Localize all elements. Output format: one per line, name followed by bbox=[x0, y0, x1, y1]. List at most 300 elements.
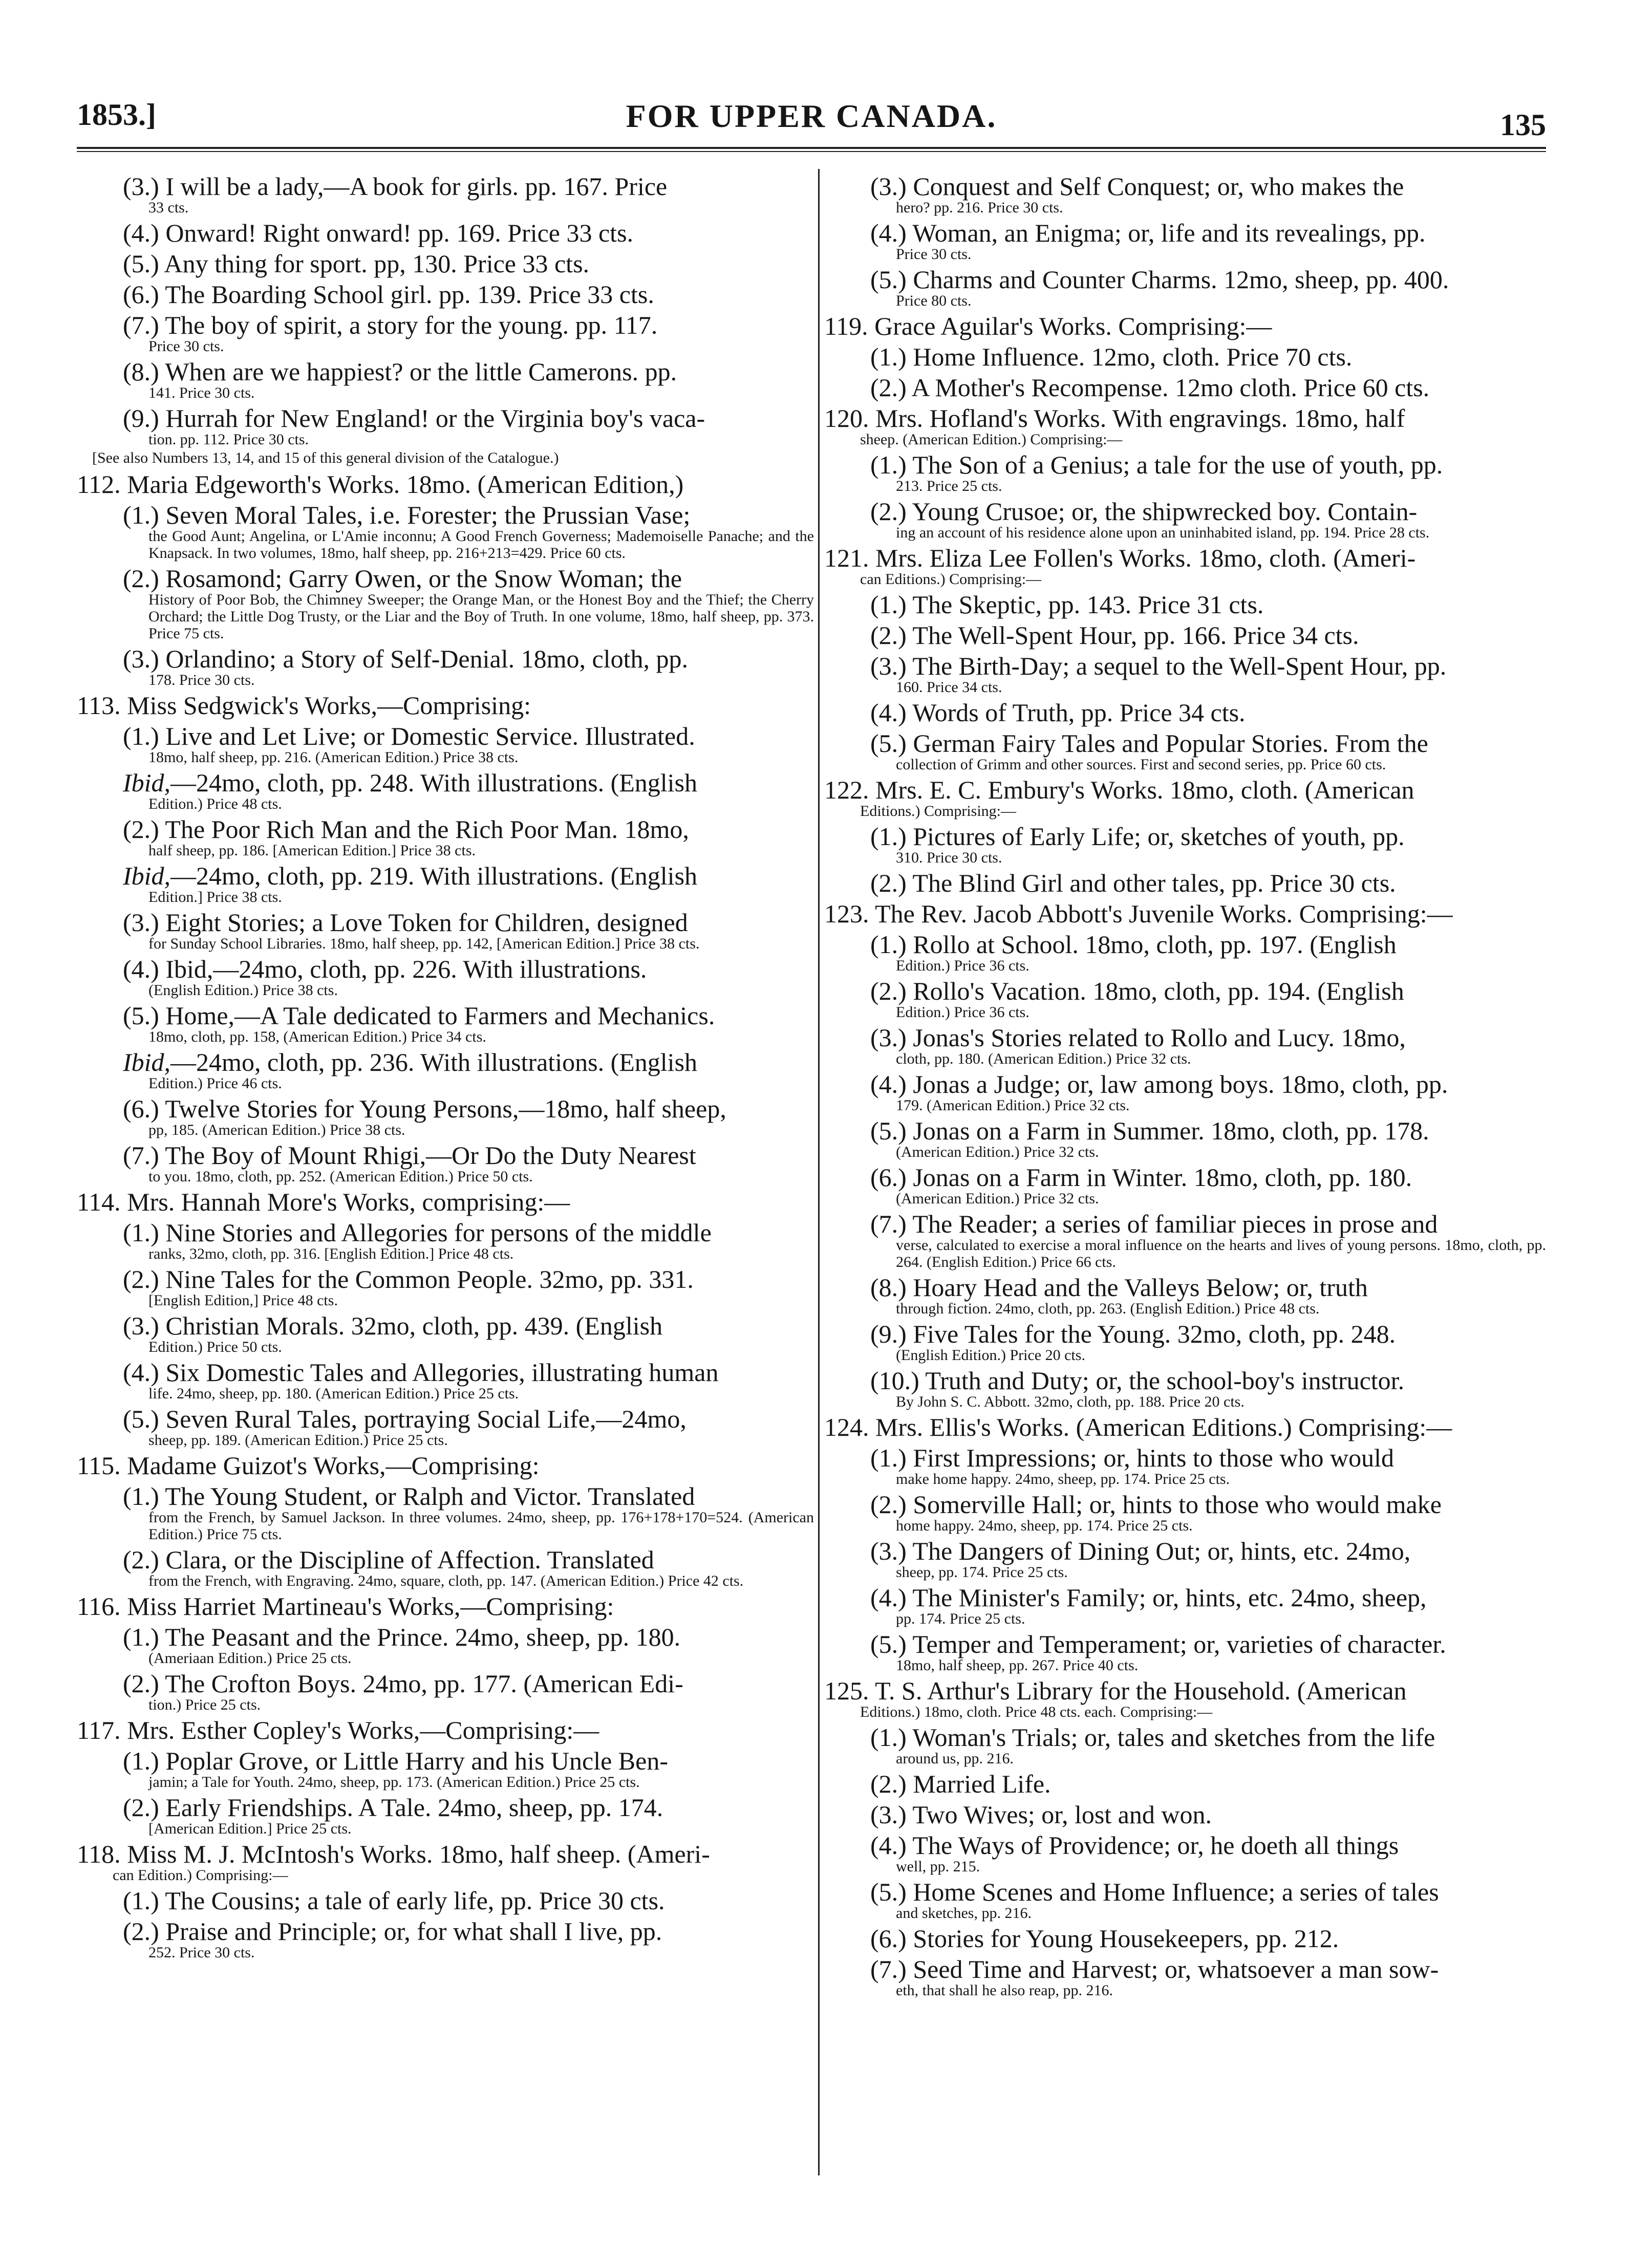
entry-details: Price 30 cts. bbox=[896, 246, 972, 263]
entry-text: Mrs. Hannah More's Works, comprising:— bbox=[120, 1188, 570, 1216]
catalogue-item bbox=[855, 1877, 1546, 1922]
catalogue-section-entry bbox=[77, 1591, 814, 1621]
entry-details: can Edition.) Comprising:— bbox=[113, 1867, 288, 1884]
header-year: 1853.] bbox=[77, 98, 156, 132]
entry-details: 33 cts. bbox=[148, 199, 189, 216]
item-number: (2.) bbox=[123, 1545, 159, 1574]
item-number: (8.) bbox=[870, 1273, 907, 1302]
entry-text: Early Friendships. A Tale. 24mo, sheep, pp. 174. bbox=[159, 1793, 663, 1822]
entry-details: Edition.) Price 36 cts. bbox=[896, 957, 1029, 974]
catalogue-item bbox=[108, 908, 814, 952]
right-column bbox=[824, 171, 1546, 2198]
entry-text: Conquest and Self Conquest; or, who makes the bbox=[906, 172, 1404, 201]
item-number: (5.) bbox=[870, 265, 907, 294]
entry-text: Mrs. E. C. Embury's Works. 18mo, cloth. (American bbox=[869, 775, 1414, 804]
catalogue-section-entry bbox=[77, 1715, 814, 1745]
catalogue-section-entry bbox=[824, 403, 1546, 448]
entry-text: The Blind Girl and other tales, pp. Price 30 cts. bbox=[906, 869, 1396, 897]
catalogue-item bbox=[855, 651, 1546, 696]
catalogue-item bbox=[855, 218, 1546, 263]
item-number: (1.) bbox=[870, 1443, 907, 1472]
entry-details: can Editions.) Comprising:— bbox=[860, 571, 1042, 588]
entry-text: Home,—A Tale dedicated to Farmers and Mechanics. bbox=[159, 1001, 715, 1030]
entry-text: Any thing for sport. pp, 130. Price 33 cts. bbox=[159, 249, 590, 278]
note-text: [See also Numbers 13, 14, and 15 of this general division of the Catalogue.) bbox=[92, 449, 559, 466]
entry-text: Christian Morals. 32mo, cloth, pp. 439. (English bbox=[159, 1311, 663, 1340]
entry-text: T. S. Arthur's Library for the Household. (American bbox=[869, 1676, 1407, 1705]
entry-text: The Rev. Jacob Abbott's Juvenile Works. Comprising:— bbox=[869, 899, 1453, 928]
entry-details: sheep. (American Edition.) Comprising:— bbox=[860, 431, 1123, 448]
entry-text: The Well-Spent Hour, pp. 166. Price 34 cts. bbox=[906, 621, 1359, 650]
entry-details: (English Edition.) Price 20 cts. bbox=[896, 1347, 1085, 1364]
item-number: (1.) bbox=[123, 1482, 159, 1511]
entry-details: 178. Price 30 cts. bbox=[148, 672, 255, 688]
catalogue-item bbox=[108, 954, 814, 999]
item-number: (3.) bbox=[123, 1311, 159, 1340]
item-number: (4.) bbox=[870, 1070, 907, 1098]
entry-text: Words of Truth, pp. Price 34 cts. bbox=[906, 698, 1246, 727]
item-number: (1.) bbox=[123, 1218, 159, 1247]
section-number: 112. bbox=[77, 470, 121, 499]
section-number: 121. bbox=[824, 544, 869, 572]
entry-text: The Minister's Family; or, hints, etc. 24mo, sheep, bbox=[906, 1583, 1427, 1612]
item-number: (5.) bbox=[870, 1116, 907, 1145]
item-number: (2.) bbox=[870, 869, 907, 897]
item-number: (2.) bbox=[123, 1917, 159, 1946]
entry-details: around us, pp. 216. bbox=[896, 1750, 1014, 1767]
catalogue-item bbox=[108, 1746, 814, 1790]
entry-text: Jonas a Judge; or, law among boys. 18mo, cloth, pp. bbox=[906, 1070, 1448, 1098]
entry-text: Madame Guizot's Works,—Comprising: bbox=[120, 1451, 540, 1480]
entry-details: verse, calculated to exercise a moral influence on the hearts and lives of young persons. 18mo, cloth, pp. 264. (English Edition.) Price 66 cts. bbox=[896, 1237, 1546, 1270]
entry-text: Twelve Stories for Young Persons,—18mo, half sheep, bbox=[159, 1094, 726, 1123]
entry-text: A Mother's Recompense. 12mo cloth. Price 60 cts. bbox=[906, 373, 1430, 402]
item-number: (5.) bbox=[870, 1630, 907, 1658]
catalogue-item bbox=[855, 822, 1546, 866]
catalogue-item bbox=[855, 1629, 1546, 1674]
catalogue-item bbox=[108, 1264, 814, 1309]
entry-details: (English Edition.) Price 38 cts. bbox=[148, 982, 338, 999]
entry-text: Mrs. Esther Copley's Works,—Comprising:— bbox=[120, 1716, 599, 1744]
item-number: (3.) bbox=[870, 652, 907, 680]
entry-details: Editions.) 18mo, cloth. Price 48 cts. each. Comprising:— bbox=[860, 1703, 1213, 1720]
catalogue-item bbox=[855, 1722, 1546, 1767]
item-number: Ibid, bbox=[123, 1048, 171, 1076]
item-number: (5.) bbox=[123, 1405, 159, 1433]
item-number: (1.) bbox=[123, 722, 159, 750]
entry-text: Woman, an Enigma; or, life and its revealings, pp. bbox=[906, 219, 1426, 247]
section-number: 120. bbox=[824, 404, 869, 433]
catalogue-item bbox=[108, 249, 814, 278]
catalogue-item bbox=[108, 357, 814, 401]
catalogue-item bbox=[108, 500, 814, 562]
catalogue-item bbox=[855, 1023, 1546, 1067]
entry-details: and sketches, pp. 216. bbox=[896, 1905, 1032, 1922]
item-number: (1.) bbox=[123, 1746, 159, 1775]
item-number: (4.) bbox=[123, 219, 159, 247]
catalogue-item bbox=[855, 1924, 1546, 1953]
entry-text: Live and Let Live; or Domestic Service. Illustrated. bbox=[159, 722, 695, 750]
catalogue-item bbox=[855, 976, 1546, 1021]
entry-details: 213. Price 25 cts. bbox=[896, 478, 1002, 494]
entry-text: Ibid,—24mo, cloth, pp. 226. With illustrations. bbox=[159, 955, 647, 983]
item-number: (2.) bbox=[870, 1770, 907, 1798]
entry-details: to you. 18mo, cloth, pp. 252. (American Edition.) Price 50 cts. bbox=[148, 1168, 533, 1185]
entry-details: life. 24mo, sheep, pp. 180. (American Edition.) Price 25 cts. bbox=[148, 1385, 519, 1402]
entry-details: ing an account of his residence alone upon an uninhabited island, pp. 194. Price 28 cts. bbox=[896, 524, 1430, 541]
catalogue-item bbox=[855, 1583, 1546, 1627]
entry-text: Miss Harriet Martineau's Works,—Comprising: bbox=[120, 1592, 614, 1621]
catalogue-item bbox=[108, 768, 814, 812]
item-number: (2.) bbox=[123, 1669, 159, 1698]
catalogue-item bbox=[108, 1311, 814, 1355]
entry-text: German Fairy Tales and Popular Stories. From the bbox=[906, 729, 1428, 758]
entry-text: The Son of a Genius; a tale for the use of youth, pp. bbox=[906, 450, 1443, 479]
item-number: (4.) bbox=[870, 1583, 907, 1612]
entry-details: cloth, pp. 180. (American Edition.) Price 32 cts. bbox=[896, 1050, 1191, 1067]
entry-details: for Sunday School Libraries. 18mo, half sheep, pp. 142, [American Edition.] Price 38 cts. bbox=[148, 935, 700, 952]
catalogue-item bbox=[108, 1047, 814, 1092]
entry-text: Young Crusoe; or, the shipwrecked boy. Contain- bbox=[906, 497, 1418, 526]
catalogue-item bbox=[855, 1830, 1546, 1875]
entry-text: Rosamond; Garry Owen, or the Snow Woman; the bbox=[159, 564, 682, 593]
catalogue-item bbox=[855, 265, 1546, 309]
entry-details: from the French, by Samuel Jackson. In three volumes. 24mo, sheep, pp. 176+178+170=524. (American Edition.) Price 75 cts. bbox=[148, 1509, 814, 1543]
catalogue-item bbox=[108, 1916, 814, 1961]
entry-details: By John S. C. Abbott. 32mo, cloth, pp. 188. Price 20 cts. bbox=[896, 1393, 1245, 1410]
entry-details: Price 80 cts. bbox=[896, 292, 972, 309]
catalogue-item bbox=[855, 342, 1546, 372]
entry-text: Grace Aguilar's Works. Comprising:— bbox=[868, 312, 1272, 340]
entry-details: half sheep, pp. 186. [American Edition.] Price 38 cts. bbox=[148, 842, 476, 859]
item-number: (5.) bbox=[870, 1878, 907, 1906]
item-number: (2.) bbox=[870, 977, 907, 1005]
catalogue-item bbox=[855, 450, 1546, 494]
entry-details: (American Edition.) Price 32 cts. bbox=[896, 1143, 1099, 1160]
catalogue-item bbox=[855, 1536, 1546, 1581]
entry-text: Woman's Trials; or, tales and sketches from the life bbox=[906, 1723, 1435, 1752]
catalogue-item bbox=[108, 1140, 814, 1185]
entry-details: the Good Aunt; Angelina, or L'Amie inconnu; A Good French Governess; Mademoiselle Panache; and the Knapsack. In two volumes, 18mo, half sheep, pp. 216+213=429. Price 60 cts. bbox=[148, 528, 814, 562]
entry-details: Edition.) Price 48 cts. bbox=[148, 795, 282, 812]
catalogue-item bbox=[108, 1669, 814, 1713]
entry-details: hero? pp. 216. Price 30 cts. bbox=[896, 199, 1063, 216]
entry-details: pp, 185. (American Edition.) Price 38 cts. bbox=[148, 1121, 405, 1138]
catalogue-item bbox=[108, 644, 814, 688]
item-number: Ibid, bbox=[123, 861, 171, 890]
catalogue-item bbox=[855, 620, 1546, 650]
entry-text: Miss M. J. McIntosh's Works. 18mo, half sheep. (Ameri- bbox=[120, 1840, 710, 1868]
item-number: (5.) bbox=[870, 729, 907, 758]
catalogue-item bbox=[108, 310, 814, 355]
catalogue-item bbox=[855, 1490, 1546, 1534]
item-number: (1.) bbox=[123, 1623, 159, 1651]
section-number: 118. bbox=[77, 1840, 121, 1868]
catalogue-item bbox=[108, 1404, 814, 1449]
item-number: (2.) bbox=[870, 497, 907, 526]
entry-text: Praise and Principle; or, for what shall I live, pp. bbox=[159, 1917, 662, 1946]
entry-text: Nine Tales for the Common People. 32mo, pp. 331. bbox=[159, 1265, 694, 1293]
catalogue-item bbox=[855, 1116, 1546, 1160]
entry-text: Jonas on a Farm in Summer. 18mo, cloth, pp. 178. bbox=[906, 1116, 1429, 1145]
left-column bbox=[77, 171, 814, 2198]
entry-text: —24mo, cloth, pp. 236. With illustrations. (English bbox=[170, 1048, 698, 1076]
catalogue-item bbox=[108, 171, 814, 216]
entry-details: 179. (American Edition.) Price 32 cts. bbox=[896, 1097, 1130, 1114]
entry-text: Seven Rural Tales, portraying Social Life,—24mo, bbox=[159, 1405, 686, 1433]
entry-text: Jonas's Stories related to Rollo and Lucy. 18mo, bbox=[906, 1023, 1406, 1052]
catalogue-item bbox=[855, 698, 1546, 727]
section-number: 119. bbox=[824, 312, 868, 340]
entry-details: (Ameriaan Edition.) Price 25 cts. bbox=[148, 1650, 352, 1667]
catalogue-item bbox=[108, 403, 814, 448]
catalogue-section-entry bbox=[824, 899, 1546, 929]
entry-details: eth, that shall he also reap, pp. 216. bbox=[896, 1982, 1113, 1999]
entry-details: Editions.) Comprising:— bbox=[860, 803, 1017, 819]
item-number: (7.) bbox=[870, 1955, 907, 1983]
catalogue-section-entry bbox=[77, 691, 814, 720]
section-number: 114. bbox=[77, 1188, 121, 1216]
item-number: (4.) bbox=[123, 955, 159, 983]
entry-text: Hurrah for New England! or the Virginia boy's vaca- bbox=[159, 404, 705, 433]
catalogue-item bbox=[108, 721, 814, 766]
catalogue-section-entry bbox=[824, 1412, 1546, 1442]
catalogue-item bbox=[108, 1357, 814, 1402]
entry-text: —24mo, cloth, pp. 219. With illustrations. (English bbox=[170, 861, 698, 890]
entry-details: through fiction. 24mo, cloth, pp. 263. (English Edition.) Price 48 cts. bbox=[896, 1300, 1320, 1317]
catalogue-item bbox=[108, 1481, 814, 1543]
catalogue-section-entry bbox=[77, 1839, 814, 1884]
entry-details: sheep, pp. 174. Price 25 cts. bbox=[896, 1564, 1068, 1581]
entry-text: The Dangers of Dining Out; or, hints, etc. 24mo, bbox=[906, 1537, 1411, 1565]
entry-text: The Ways of Providence; or, he doeth all things bbox=[906, 1831, 1399, 1860]
entry-details: Price 30 cts. bbox=[148, 338, 224, 355]
entry-text: Miss Sedgwick's Works,—Comprising: bbox=[120, 691, 531, 720]
item-number: (5.) bbox=[123, 249, 159, 278]
item-number: (4.) bbox=[123, 1358, 159, 1387]
entry-text: Six Domestic Tales and Allegories, illustrating human bbox=[159, 1358, 719, 1387]
catalogue-item bbox=[108, 1218, 814, 1262]
entry-details: collection of Grimm and other sources. First and second series, pp. Price 60 cts. bbox=[896, 756, 1386, 773]
entry-text: Married Life. bbox=[906, 1770, 1051, 1798]
catalogue-section-entry bbox=[77, 1451, 814, 1480]
entry-details: History of Poor Bob, the Chimney Sweeper; the Orange Man, or the Honest Boy and the Thief; the Cherry Orchard; the Little Dog Trusty, or the Liar and the Boy of Truth. In one volume, 18mo, half sheep, pp. 373. Price 75 cts. bbox=[148, 591, 814, 642]
item-number: (8.) bbox=[123, 357, 159, 386]
entry-details: Edition.] Price 38 cts. bbox=[148, 889, 282, 905]
catalogue-item bbox=[855, 930, 1546, 974]
item-number: (1.) bbox=[870, 590, 907, 619]
catalogue-item bbox=[855, 1162, 1546, 1207]
item-number: (1.) bbox=[870, 930, 907, 959]
entry-text: Orlandino; a Story of Self-Denial. 18mo, cloth, pp. bbox=[159, 644, 688, 673]
running-header bbox=[77, 97, 1546, 143]
catalogue-item bbox=[108, 1622, 814, 1667]
catalogue-section-entry bbox=[77, 469, 814, 499]
catalogue-item bbox=[855, 728, 1546, 773]
entry-text: Two Wives; or, lost and won. bbox=[906, 1800, 1212, 1829]
entry-text: Home Scenes and Home Influence; a series of tales bbox=[906, 1878, 1439, 1906]
item-number: (3.) bbox=[123, 172, 159, 201]
item-number: (7.) bbox=[123, 311, 159, 339]
catalogue-item bbox=[855, 1800, 1546, 1829]
item-number: (2.) bbox=[123, 1265, 159, 1293]
catalogue-item bbox=[108, 861, 814, 905]
catalogue-item bbox=[108, 814, 814, 859]
entry-text: Mrs. Eliza Lee Follen's Works. 18mo, cloth. (Ameri- bbox=[869, 544, 1416, 572]
item-number: (1.) bbox=[123, 501, 159, 529]
entry-text: Truth and Duty; or, the school-boy's instructor. bbox=[919, 1366, 1405, 1395]
entry-text: The Boarding School girl. pp. 139. Price 33 cts. bbox=[159, 280, 654, 309]
catalogue-item bbox=[855, 590, 1546, 619]
catalogue-item bbox=[855, 868, 1546, 898]
item-number: (7.) bbox=[870, 1210, 907, 1238]
entry-text: Onward! Right onward! pp. 169. Price 33 cts. bbox=[159, 219, 634, 247]
column-divider bbox=[818, 169, 820, 2175]
entry-text: Clara, or the Discipline of Affection. Translated bbox=[159, 1545, 654, 1574]
entry-text: First Impressions; or, hints to those who would bbox=[906, 1443, 1394, 1472]
entry-text: I will be a lady,—A book for girls. pp. 167. Price bbox=[159, 172, 668, 201]
entry-details: Edition.) Price 46 cts. bbox=[148, 1075, 282, 1092]
entry-details: from the French, with Engraving. 24mo, square, cloth, pp. 147. (American Edition.) Price 42 cts. bbox=[148, 1572, 744, 1589]
entry-text: The boy of spirit, a story for the young. pp. 117. bbox=[159, 311, 658, 339]
section-number: 115. bbox=[77, 1451, 121, 1480]
entry-text: The Crofton Boys. 24mo, pp. 177. (American Edi- bbox=[159, 1669, 683, 1698]
item-number: (2.) bbox=[123, 1793, 159, 1822]
item-number: (9.) bbox=[123, 404, 159, 433]
item-number: (6.) bbox=[870, 1924, 907, 1953]
catalogue-item bbox=[855, 1769, 1546, 1799]
catalogue-item bbox=[855, 497, 1546, 541]
section-number: 116. bbox=[77, 1592, 121, 1621]
item-number: (6.) bbox=[123, 1094, 159, 1123]
entry-text: Rollo at School. 18mo, cloth, pp. 197. (English bbox=[906, 930, 1397, 959]
entry-text: The Reader; a series of familiar pieces in prose and bbox=[906, 1210, 1438, 1238]
entry-details: 141. Price 30 cts. bbox=[148, 384, 255, 401]
catalogue-item bbox=[108, 1545, 814, 1589]
item-number: (7.) bbox=[123, 1141, 159, 1170]
item-number: (4.) bbox=[870, 219, 907, 247]
catalogue-item bbox=[108, 1094, 814, 1138]
item-number: (1.) bbox=[870, 342, 907, 371]
entry-text: Maria Edgeworth's Works. 18mo. (American Edition,) bbox=[120, 470, 684, 499]
item-number: (4.) bbox=[870, 1831, 907, 1860]
catalogue-item bbox=[855, 1443, 1546, 1487]
section-number: 124. bbox=[824, 1413, 869, 1441]
catalogue-item bbox=[855, 1366, 1546, 1410]
entry-details: make home happy. 24mo, sheep, pp. 174. Price 25 cts. bbox=[896, 1471, 1230, 1487]
item-number: (1.) bbox=[123, 1886, 159, 1915]
catalogue-note bbox=[77, 450, 814, 466]
entry-text: Mrs. Hofland's Works. With engravings. 18mo, half bbox=[869, 404, 1405, 433]
entry-text: Eight Stories; a Love Token for Children, designed bbox=[159, 908, 688, 937]
entry-details: 18mo, half sheep, pp. 267. Price 40 cts. bbox=[896, 1657, 1139, 1674]
section-number: 125. bbox=[824, 1676, 869, 1705]
entry-text: Temper and Temperament; or, varieties of character. bbox=[906, 1630, 1446, 1658]
entry-details: 252. Price 30 cts. bbox=[148, 1944, 255, 1961]
item-number: (2.) bbox=[123, 815, 159, 844]
item-number: (3.) bbox=[123, 644, 159, 673]
item-number: (1.) bbox=[870, 1723, 907, 1752]
entry-text: The Boy of Mount Rhigi,—Or Do the Duty Nearest bbox=[159, 1141, 696, 1170]
catalogue-item bbox=[855, 1319, 1546, 1364]
entry-text: Seed Time and Harvest; or, whatsoever a man sow- bbox=[906, 1955, 1439, 1983]
entry-details: sheep, pp. 189. (American Edition.) Price 25 cts. bbox=[148, 1432, 448, 1449]
entry-details: ranks, 32mo, cloth, pp. 316. [English Edition.] Price 48 cts. bbox=[148, 1245, 514, 1262]
entry-details: tion. pp. 112. Price 30 cts. bbox=[148, 431, 309, 448]
entry-text: Charms and Counter Charms. 12mo, sheep, pp. 400. bbox=[906, 265, 1449, 294]
entry-details: [English Edition,] Price 48 cts. bbox=[148, 1292, 338, 1309]
entry-text: Home Influence. 12mo, cloth. Price 70 cts. bbox=[906, 342, 1353, 371]
item-number: (4.) bbox=[870, 698, 907, 727]
item-number: (10.) bbox=[870, 1366, 919, 1395]
catalogue-section-entry bbox=[824, 311, 1546, 341]
item-number: (6.) bbox=[123, 280, 159, 309]
catalogue-item bbox=[108, 279, 814, 309]
header-rule bbox=[77, 147, 1546, 152]
catalogue-section-entry bbox=[824, 1676, 1546, 1720]
entry-text: Mrs. Ellis's Works. (American Editions.) Comprising:— bbox=[869, 1413, 1452, 1441]
item-number: (2.) bbox=[870, 1490, 907, 1519]
entry-details: tion.) Price 25 cts. bbox=[148, 1696, 261, 1713]
item-number: (5.) bbox=[123, 1001, 159, 1030]
entry-text: Five Tales for the Young. 32mo, cloth, pp. 248. bbox=[906, 1320, 1396, 1348]
entry-text: Stories for Young Housekeepers, pp. 212. bbox=[906, 1924, 1339, 1953]
entry-text: Rollo's Vacation. 18mo, cloth, pp. 194. (English bbox=[906, 977, 1404, 1005]
catalogue-item bbox=[855, 1954, 1546, 1999]
catalogue-item bbox=[108, 1793, 814, 1837]
entry-details: home happy. 24mo, sheep, pp. 174. Price 25 cts. bbox=[896, 1517, 1193, 1534]
entry-details: 160. Price 34 cts. bbox=[896, 679, 1002, 696]
item-number: (2.) bbox=[870, 621, 907, 650]
item-number: (2.) bbox=[870, 373, 907, 402]
section-number: 117. bbox=[77, 1716, 121, 1744]
item-number: (1.) bbox=[870, 450, 907, 479]
catalogue-item bbox=[855, 373, 1546, 402]
item-number: (9.) bbox=[870, 1320, 907, 1348]
page-number: 135 bbox=[1500, 108, 1546, 142]
entry-text: —24mo, cloth, pp. 248. With illustrations. (English bbox=[170, 768, 698, 797]
entry-text: Hoary Head and the Valleys Below; or, truth bbox=[906, 1273, 1368, 1302]
entry-text: Nine Stories and Allegories for persons of the middle bbox=[159, 1218, 712, 1247]
catalogue-item bbox=[855, 1209, 1546, 1270]
catalogue-section-entry bbox=[824, 775, 1546, 819]
entry-text: Somerville Hall; or, hints to those who would make bbox=[906, 1490, 1442, 1519]
item-number: (3.) bbox=[870, 1537, 907, 1565]
entry-text: When are we happiest? or the little Camerons. pp. bbox=[159, 357, 677, 386]
entry-details: Edition.) Price 36 cts. bbox=[896, 1004, 1029, 1021]
entry-details: (American Edition.) Price 32 cts. bbox=[896, 1190, 1099, 1207]
catalogue-item bbox=[855, 171, 1546, 216]
entry-details: 310. Price 30 cts. bbox=[896, 849, 1002, 866]
item-number: Ibid, bbox=[123, 768, 171, 797]
catalogue-item bbox=[108, 218, 814, 248]
entry-details: well, pp. 215. bbox=[896, 1858, 980, 1875]
entry-details: [American Edition.] Price 25 cts. bbox=[148, 1820, 352, 1837]
catalogue-item bbox=[108, 1886, 814, 1915]
entry-text: Poplar Grove, or Little Harry and his Uncle Ben- bbox=[159, 1746, 668, 1775]
catalogue-item bbox=[855, 1272, 1546, 1317]
entry-text: The Peasant and the Prince. 24mo, sheep, pp. 180. bbox=[159, 1623, 681, 1651]
section-number: 123. bbox=[824, 899, 869, 928]
entry-text: The Skeptic, pp. 143. Price 31 cts. bbox=[906, 590, 1264, 619]
catalogue-item bbox=[855, 1069, 1546, 1114]
entry-text: The Young Student, or Ralph and Victor. Translated bbox=[159, 1482, 695, 1511]
entry-text: The Cousins; a tale of early life, pp. Price 30 cts. bbox=[159, 1886, 665, 1915]
catalogue-section-entry bbox=[77, 1187, 814, 1217]
entry-text: The Poor Rich Man and the Rich Poor Man. 18mo, bbox=[159, 815, 689, 844]
catalogue-item bbox=[108, 564, 814, 642]
item-number: (3.) bbox=[123, 908, 159, 937]
